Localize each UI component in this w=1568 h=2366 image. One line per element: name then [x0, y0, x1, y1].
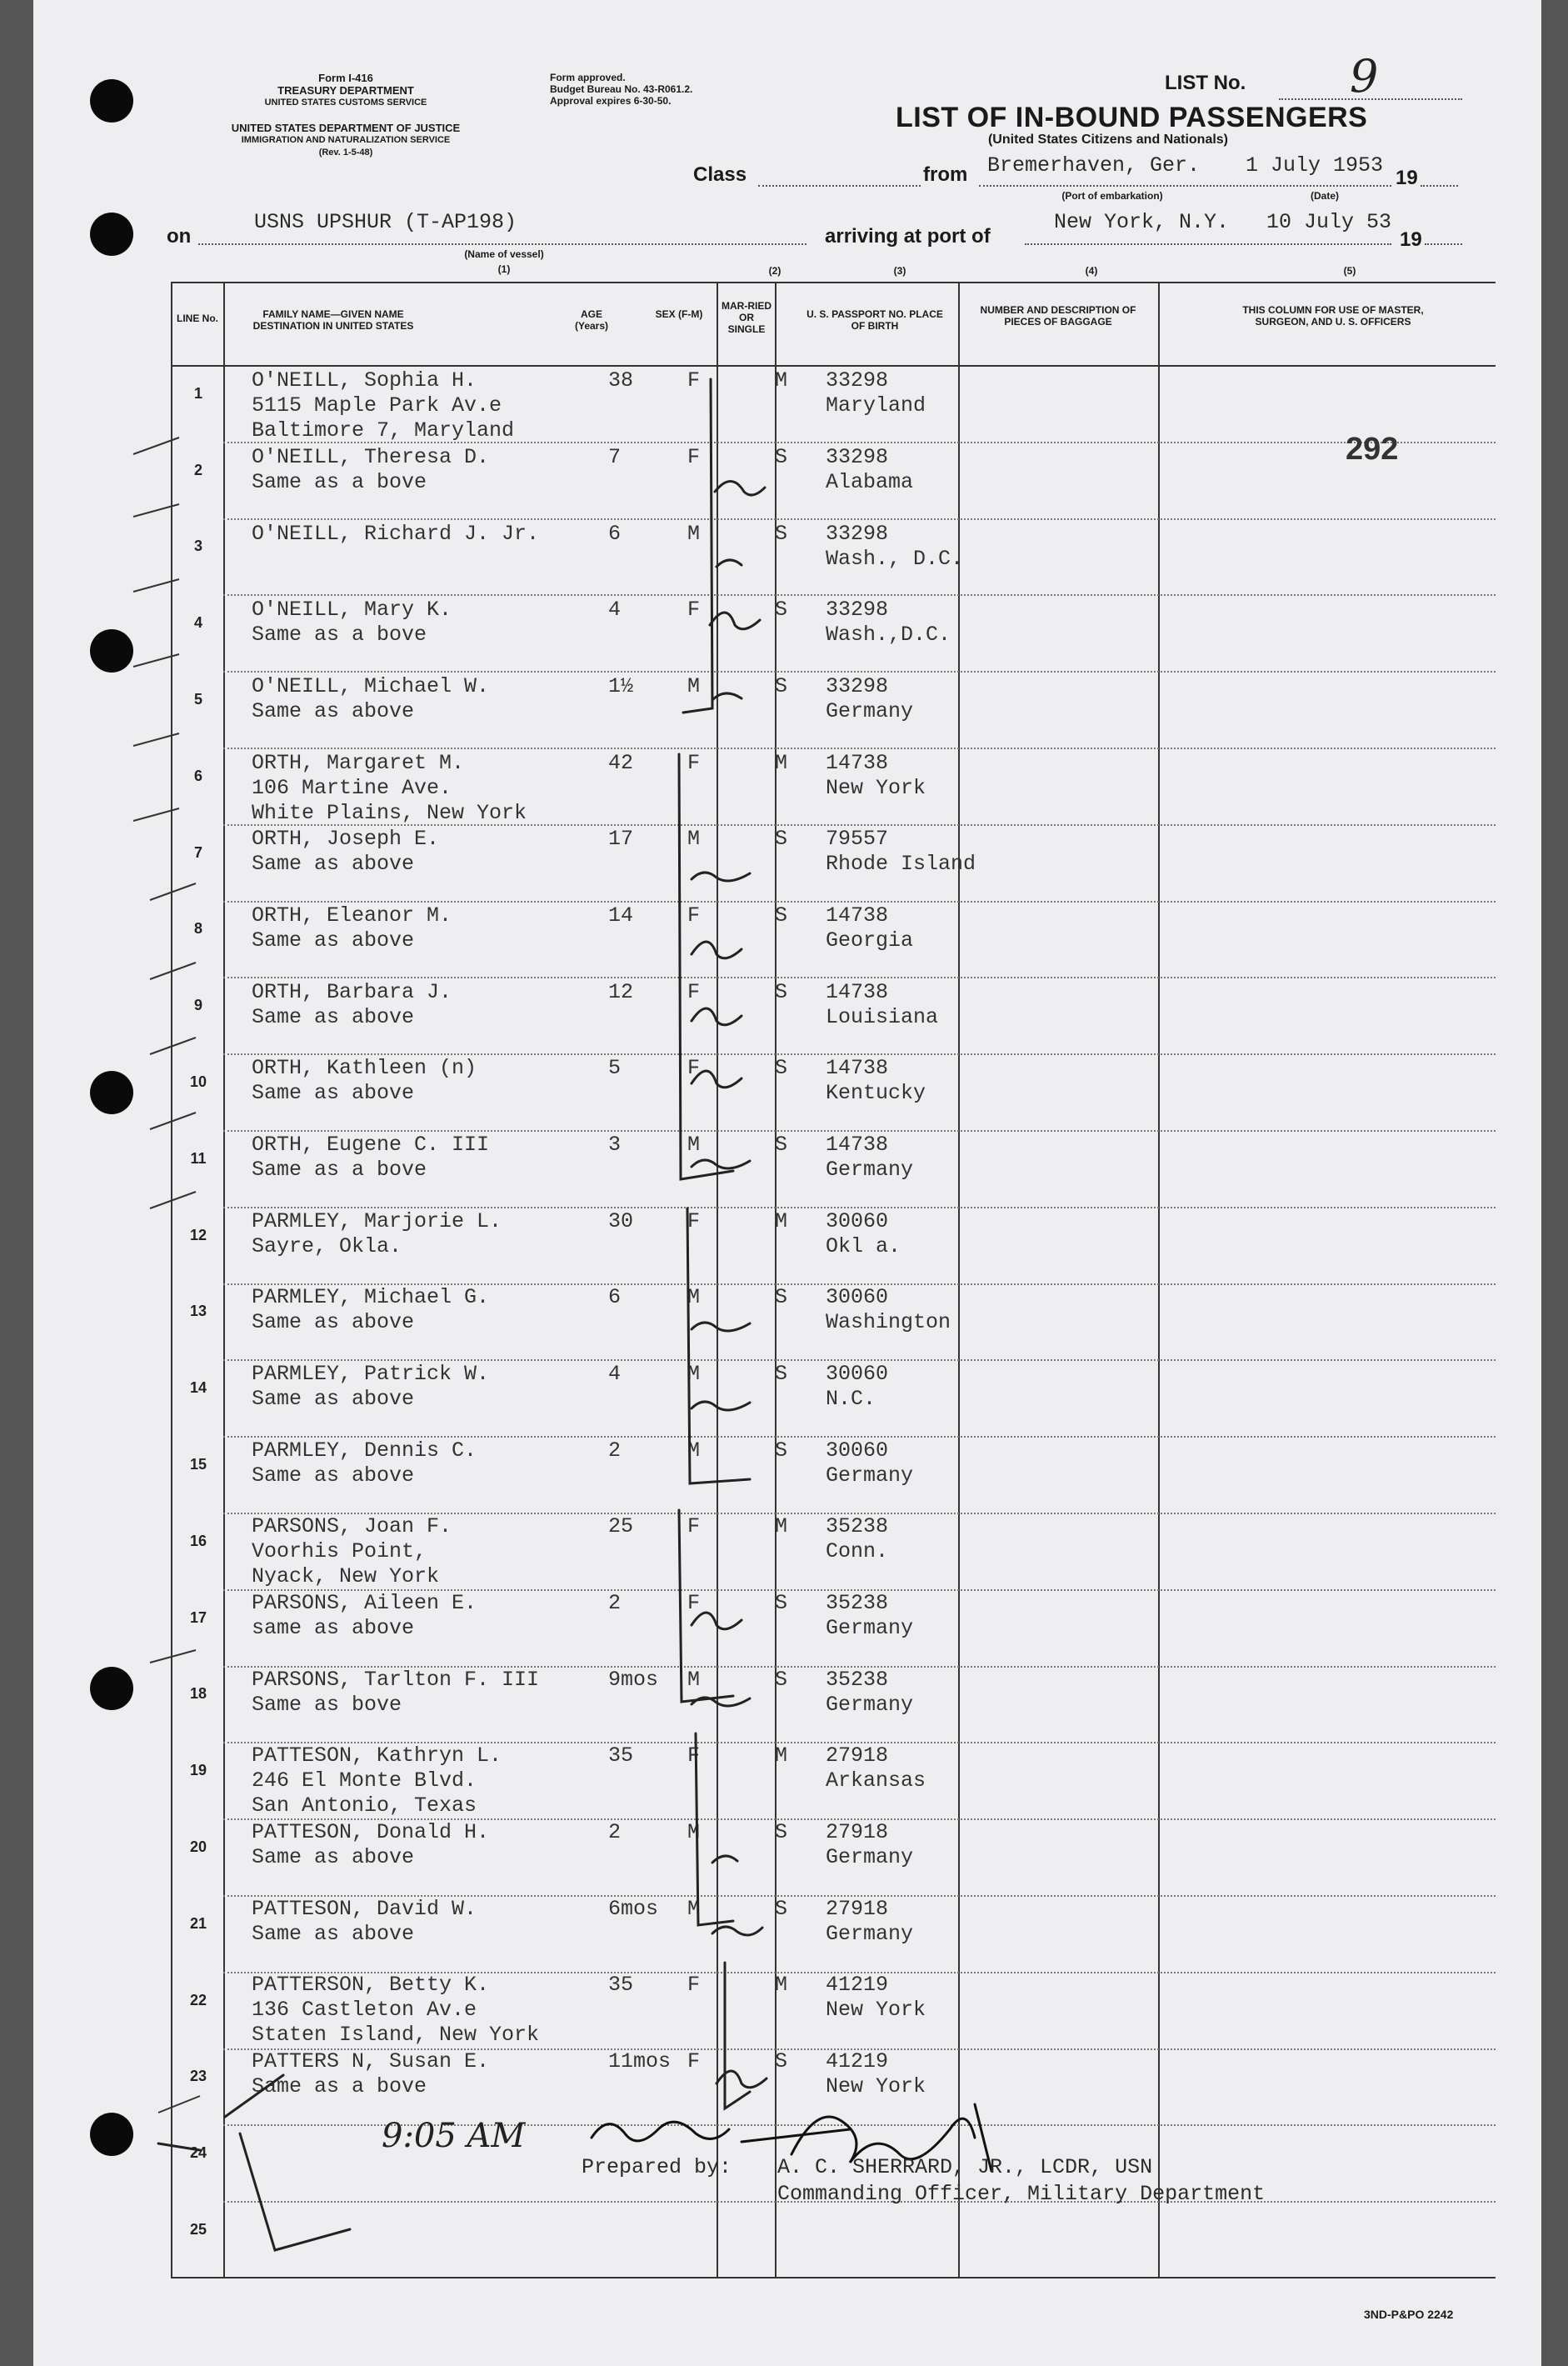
line-number: 25	[189, 2221, 207, 2238]
ditto-mark	[712, 1927, 762, 1935]
vessel-name: USNS UPSHUR (T-AP198)	[254, 210, 517, 234]
passenger-marital-status: S	[775, 598, 788, 622]
passenger-marital-status: S	[775, 1133, 788, 1157]
passenger-name: ORTH, Margaret M.	[252, 751, 465, 775]
passport-number: 41219	[826, 2049, 889, 2073]
passenger-name: PATTERSON, Betty K.	[252, 1973, 490, 1997]
passenger-marital-status: S	[775, 2049, 788, 2073]
place-of-birth: Germany	[826, 1693, 914, 1717]
passenger-name: PARMLEY, Dennis C.	[252, 1438, 477, 1463]
passport-number: 30060	[826, 1438, 889, 1463]
line-number: 4	[193, 614, 202, 632]
handwritten-marks	[33, 0, 1541, 2366]
passenger-destination: White Plains, New York	[252, 801, 527, 825]
passenger-name: ORTH, Barbara J.	[252, 980, 452, 1004]
ditto-mark	[712, 693, 742, 700]
passenger-name: O'NEILL, Sophia H.	[252, 368, 477, 393]
passenger-marital-status: S	[775, 1897, 788, 1921]
passenger-destination: Same as above	[252, 1387, 415, 1411]
passenger-sex: F	[687, 1514, 701, 1538]
place-of-birth: Wash.,D.C.	[826, 623, 951, 647]
passport-number: 35238	[826, 1514, 889, 1538]
passenger-age: 6	[608, 522, 622, 546]
passport-number: 41219	[826, 1973, 889, 1997]
tick-mark	[158, 2096, 200, 2113]
place-of-birth: Germany	[826, 1158, 914, 1182]
ditto-mark	[692, 1008, 742, 1025]
passenger-marital-status: S	[775, 827, 788, 851]
passenger-destination: Staten Island, New York	[252, 2023, 540, 2047]
passenger-name: O'NEILL, Richard J. Jr.	[252, 522, 540, 546]
arriving-label: arriving at port of	[825, 225, 991, 248]
justice-dept: UNITED STATES DEPARTMENT OF JUSTICE	[231, 122, 461, 134]
passenger-destination: Same as a bove	[252, 1158, 427, 1182]
passenger-marital-status: M	[775, 1973, 788, 1997]
passenger-sex: M	[687, 1897, 701, 1921]
tick-mark	[133, 438, 179, 454]
passenger-marital-status: S	[775, 903, 788, 928]
line-number: 10	[189, 1073, 207, 1090]
passport-number: 14738	[826, 751, 889, 775]
line-number: 18	[189, 1685, 207, 1703]
passenger-sex: F	[687, 1209, 701, 1233]
passenger-name: ORTH, Eleanor M.	[252, 903, 452, 928]
check-mark	[158, 2143, 200, 2150]
passenger-age: 2	[608, 1820, 622, 1844]
place-of-birth: Louisiana	[826, 1005, 939, 1029]
passenger-age: 12	[608, 980, 634, 1004]
officer-name: A. C. SHERRARD, JR., LCDR, USN	[777, 2155, 1153, 2179]
line-number: 7	[193, 843, 202, 861]
passenger-sex: F	[687, 751, 701, 775]
col-header-officers: THIS COLUMN FOR USE OF MASTER, SURGEON, AND U. S. OFFICERS	[1242, 304, 1424, 328]
tick-mark	[133, 808, 179, 821]
passenger-name: PATTESON, Kathryn L.	[252, 1743, 502, 1768]
passenger-destination: 106 Martine Ave.	[252, 776, 452, 800]
vessel-caption: (Name of vessel)	[464, 248, 544, 260]
budget-bureau: Budget Bureau No. 43-R061.2.	[550, 83, 693, 95]
passenger-age: 35	[608, 1973, 634, 1997]
ditto-mark	[692, 942, 742, 958]
tick-mark	[150, 963, 196, 979]
line-number: 1	[193, 384, 202, 402]
line-number: 5	[193, 691, 202, 708]
passport-number: 33298	[826, 522, 889, 546]
ins-service: IMMIGRATION AND NATURALIZATION SERVICE	[241, 135, 451, 145]
tick-mark	[133, 579, 179, 592]
bracket-patteson	[696, 1733, 733, 1925]
line-number: 14	[189, 1379, 207, 1397]
passenger-marital-status: S	[775, 674, 788, 698]
place-of-birth: Kentucky	[826, 1081, 926, 1105]
strike-line	[240, 2133, 350, 2250]
strike-line	[225, 2075, 283, 2117]
form-approved: Form approved.	[550, 72, 626, 83]
passenger-destination: Same as bove	[252, 1693, 402, 1717]
passenger-destination: Same as above	[252, 1463, 415, 1488]
place-of-birth: New York	[826, 2074, 926, 2098]
col-num-3: (3)	[893, 265, 906, 277]
passenger-destination: 5115 Maple Park Av.e	[252, 393, 502, 418]
line-number: 6	[193, 767, 202, 784]
passenger-destination: Same as a bove	[252, 470, 427, 494]
passport-number: 27918	[826, 1820, 889, 1844]
line-number: 21	[189, 1914, 207, 1932]
passenger-sex: M	[687, 1438, 701, 1463]
passenger-marital-status: S	[775, 445, 788, 469]
place-of-birth: Conn.	[826, 1539, 889, 1563]
passenger-age: 6mos	[608, 1897, 659, 1921]
line-number: 23	[189, 2068, 207, 2085]
passport-number: 14738	[826, 1133, 889, 1157]
passenger-destination: Same as above	[252, 1922, 415, 1946]
place-of-birth: N.C.	[826, 1387, 876, 1411]
passenger-marital-status: S	[775, 1285, 788, 1309]
passenger-name: O'NEILL, Theresa D.	[252, 445, 490, 469]
passenger-age: 30	[608, 1209, 634, 1233]
passenger-sex: F	[687, 1743, 701, 1768]
passenger-age: 3	[608, 1133, 622, 1157]
passenger-age: 35	[608, 1743, 634, 1768]
passenger-name: PATTESON, Donald H.	[252, 1820, 490, 1844]
passport-number: 30060	[826, 1209, 889, 1233]
passenger-marital-status: S	[775, 522, 788, 546]
passenger-destination: 246 El Monte Blvd.	[252, 1768, 477, 1793]
passenger-marital-status: M	[775, 1514, 788, 1538]
passenger-age: 14	[608, 903, 634, 928]
ditto-mark	[692, 1160, 750, 1168]
tick-mark	[150, 883, 196, 900]
place-of-birth: Germany	[826, 1616, 914, 1640]
place-of-birth: Georgia	[826, 928, 914, 953]
passenger-marital-status: M	[775, 1743, 788, 1768]
form-id: Form I-416	[318, 72, 373, 84]
place-of-birth: Maryland	[826, 393, 926, 418]
passport-number: 79557	[826, 827, 889, 851]
line-number: 12	[189, 1226, 207, 1243]
passenger-destination: Same as above	[252, 1845, 415, 1869]
passport-number: 14738	[826, 1056, 889, 1080]
passenger-marital-status: M	[775, 368, 788, 393]
prepared-by-label: Prepared by:	[582, 2155, 732, 2179]
passenger-sex: F	[687, 980, 701, 1004]
passenger-age: 11mos	[608, 2049, 672, 2073]
line-number: 9	[193, 997, 202, 1014]
passenger-marital-status: S	[775, 1668, 788, 1692]
place-of-birth: Germany	[826, 1845, 914, 1869]
passenger-sex: F	[687, 368, 701, 393]
passenger-destination: Same as above	[252, 1005, 415, 1029]
passenger-sex: M	[687, 522, 701, 546]
year-prefix-2: 19	[1400, 228, 1422, 251]
ditto-mark	[692, 1613, 742, 1629]
tick-mark	[133, 504, 179, 517]
port-of-embarkation: Bremerhaven, Ger.	[987, 153, 1201, 178]
passenger-destination: same as above	[252, 1616, 415, 1640]
passport-number: 30060	[826, 1362, 889, 1386]
passenger-name: PARMLEY, Michael G.	[252, 1285, 490, 1309]
vessel-caption-num: (1)	[497, 263, 511, 275]
page-title: LIST OF IN-BOUND PASSENGERS	[896, 102, 1368, 133]
passenger-name: PATTESON, David W.	[252, 1897, 477, 1921]
passenger-destination: Sayre, Okla.	[252, 1234, 402, 1258]
passenger-sex: F	[687, 903, 701, 928]
passenger-sex: M	[687, 1820, 701, 1844]
place-of-birth: New York	[826, 776, 926, 800]
tick-mark	[150, 1113, 196, 1129]
date-caption: (Date)	[1310, 190, 1339, 202]
passenger-sex: M	[687, 1362, 701, 1386]
passenger-destination: Baltimore 7, Maryland	[252, 418, 515, 443]
ditto-mark	[712, 1856, 737, 1863]
col-header-passport: U. S. PASSPORT NO. PLACE OF BIRTH	[806, 308, 943, 332]
tick-mark	[133, 733, 179, 746]
time-handwritten: 9:05 AM	[382, 2117, 526, 2155]
passenger-sex: F	[687, 1056, 701, 1080]
from-label: from	[923, 163, 968, 186]
place-of-birth: Rhode Island	[826, 852, 976, 876]
passenger-name: PARMLEY, Patrick W.	[252, 1362, 490, 1386]
col-header-name: FAMILY NAME—GIVEN NAME DESTINATION IN UNITED STATES	[252, 308, 414, 332]
ditto-mark	[692, 1323, 750, 1331]
passenger-age: 17	[608, 827, 634, 851]
passenger-age: 1½	[608, 674, 634, 698]
passenger-sex: F	[687, 1591, 701, 1615]
place-of-birth: Washington	[826, 1310, 951, 1334]
passenger-destination: San Antonio, Texas	[252, 1793, 477, 1818]
ditto-mark	[692, 873, 750, 881]
passenger-age: 2	[608, 1438, 622, 1463]
approval-expires: Approval expires 6-30-50.	[550, 95, 672, 107]
place-of-birth: Alabama	[826, 470, 914, 494]
passenger-destination: Same as above	[252, 852, 415, 876]
passenger-destination: Nyack, New York	[252, 1564, 440, 1588]
passenger-marital-status: S	[775, 1362, 788, 1386]
on-label: on	[167, 225, 192, 248]
line-number: 13	[189, 1303, 207, 1320]
manifest-sheet	[33, 0, 1541, 2366]
passport-number: 33298	[826, 445, 889, 469]
printer-code: 3ND-P&PO 2242	[1364, 2308, 1454, 2321]
passenger-name: O'NEILL, Michael W.	[252, 674, 490, 698]
passenger-sex: F	[687, 1973, 701, 1997]
year-prefix: 19	[1396, 167, 1418, 189]
tick-mark	[150, 1650, 196, 1663]
place-of-birth: Germany	[826, 1922, 914, 1946]
passenger-name: PARSONS, Aileen E.	[252, 1591, 477, 1615]
place-of-birth: New York	[826, 1998, 926, 2022]
passenger-name: ORTH, Joseph E.	[252, 827, 440, 851]
port-caption: (Port of embarkation)	[1061, 190, 1163, 202]
ditto-mark	[692, 1071, 742, 1088]
line-number: 2	[193, 461, 202, 478]
ditto-mark	[692, 1402, 750, 1410]
passenger-name: PATTERS N, Susan E.	[252, 2049, 490, 2073]
passenger-age: 25	[608, 1514, 634, 1538]
passport-number: 30060	[826, 1285, 889, 1309]
line-number: 22	[189, 1991, 207, 2008]
passenger-sex: F	[687, 598, 701, 622]
passenger-destination: Same as above	[252, 928, 415, 953]
place-of-birth: Okl a.	[826, 1234, 901, 1258]
passenger-marital-status: S	[775, 1820, 788, 1844]
passenger-marital-status: S	[775, 1591, 788, 1615]
line-number: 20	[189, 1838, 207, 1855]
passenger-sex: M	[687, 827, 701, 851]
col-num-5: (5)	[1343, 265, 1356, 277]
passenger-sex: M	[687, 674, 701, 698]
passport-number: 35238	[826, 1591, 889, 1615]
passenger-destination: Same as a bove	[252, 623, 427, 647]
list-no-label: LIST No.	[1165, 72, 1246, 94]
passenger-age: 5	[608, 1056, 622, 1080]
place-of-birth: Wash., D.C.	[826, 547, 964, 571]
passenger-destination: Same as above	[252, 1081, 415, 1105]
passport-number: 33298	[826, 598, 889, 622]
bracket-parmley	[687, 1208, 750, 1483]
passenger-destination: Same as a bove	[252, 2074, 427, 2098]
passenger-age: 9mos	[608, 1668, 659, 1692]
passenger-age: 2	[608, 1591, 622, 1615]
passenger-sex: M	[687, 1285, 701, 1309]
passenger-marital-status: S	[775, 980, 788, 1004]
passenger-sex: F	[687, 445, 701, 469]
col-num-4: (4)	[1085, 265, 1098, 277]
embarkation-date: 1 July 1953	[1246, 153, 1384, 178]
passenger-destination: Same as above	[252, 1310, 415, 1334]
passport-number: 33298	[826, 368, 889, 393]
line-number: 8	[193, 920, 202, 938]
officer-title: Commanding Officer, Military Department	[777, 2182, 1266, 2206]
passenger-destination: Same as above	[252, 699, 415, 723]
passport-number: 33298	[826, 674, 889, 698]
place-of-birth: Germany	[826, 699, 914, 723]
col-header-sex: SEX (F-M)	[655, 308, 703, 320]
line-number: 15	[189, 1456, 207, 1473]
col-header-line-no: LINE No.	[177, 313, 218, 324]
ditto-mark	[715, 482, 765, 496]
passport-number: 27918	[826, 1897, 889, 1921]
line-number: 3	[193, 538, 202, 555]
col-header-age: AGE (Years)	[574, 308, 609, 332]
passenger-age: 6	[608, 1285, 622, 1309]
stamp-number: 292	[1346, 432, 1399, 467]
line-number: 19	[189, 1762, 207, 1779]
col-header-married: MAR-RIED OR SINGLE	[722, 300, 772, 335]
place-of-birth: Germany	[826, 1463, 914, 1488]
passenger-sex: M	[687, 1133, 701, 1157]
passenger-sex: M	[687, 1668, 701, 1692]
passenger-age: 42	[608, 751, 634, 775]
col-num-2: (2)	[768, 265, 782, 277]
ditto-mark	[710, 613, 760, 629]
line-number: 24	[189, 2144, 207, 2162]
bracket-oneill	[683, 379, 712, 713]
passenger-age: 4	[608, 1362, 622, 1386]
arrival-port: New York, N.Y.	[1054, 210, 1230, 234]
passport-number: 27918	[826, 1743, 889, 1768]
passenger-marital-status: S	[775, 1438, 788, 1463]
ditto-mark	[717, 560, 742, 567]
passenger-marital-status: M	[775, 751, 788, 775]
passenger-name: PARSONS, Joan F.	[252, 1514, 452, 1538]
place-of-birth: Arkansas	[826, 1768, 926, 1793]
list-no-value: 9	[1350, 50, 1379, 103]
line-number: 17	[189, 1608, 207, 1626]
arrival-date: 10 July 53	[1266, 210, 1392, 234]
bracket-orth	[679, 754, 733, 1179]
passport-number: 14738	[826, 980, 889, 1004]
treasury-dept: TREASURY DEPARTMENT	[277, 84, 414, 97]
passenger-name: PARMLEY, Marjorie L.	[252, 1209, 502, 1233]
line-number: 16	[189, 1532, 207, 1549]
passport-number: 35238	[826, 1668, 889, 1692]
passenger-name: PARSONS, Tarlton F. III	[252, 1668, 540, 1692]
passenger-name: ORTH, Eugene C. III	[252, 1133, 490, 1157]
customs-service: UNITED STATES CUSTOMS SERVICE	[264, 98, 427, 108]
passenger-destination: Voorhis Point,	[252, 1539, 427, 1563]
passenger-destination: 136 Castleton Av.e	[252, 1998, 477, 2022]
passenger-name: O'NEILL, Mary K.	[252, 598, 452, 622]
col-header-baggage: NUMBER AND DESCRIPTION OF PIECES OF BAGGAGE	[980, 304, 1136, 328]
tick-mark	[150, 1038, 196, 1054]
passenger-age: 4	[608, 598, 622, 622]
tick-mark	[150, 1192, 196, 1208]
page-subtitle: (United States Citizens and Nationals)	[987, 133, 1229, 147]
line-number: 11	[190, 1149, 207, 1167]
passport-number: 14738	[826, 903, 889, 928]
tick-mark	[133, 654, 179, 667]
bracket-parsons	[679, 1510, 733, 1702]
passenger-marital-status: M	[775, 1209, 788, 1233]
class-label: Class	[693, 163, 747, 186]
passenger-sex: F	[687, 2049, 701, 2073]
passenger-age: 7	[608, 445, 622, 469]
passenger-name: ORTH, Kathleen (n)	[252, 1056, 477, 1080]
passenger-marital-status: S	[775, 1056, 788, 1080]
passenger-age: 38	[608, 368, 634, 393]
revision: (Rev. 1-5-48)	[318, 148, 373, 158]
ditto-mark	[692, 1698, 750, 1706]
